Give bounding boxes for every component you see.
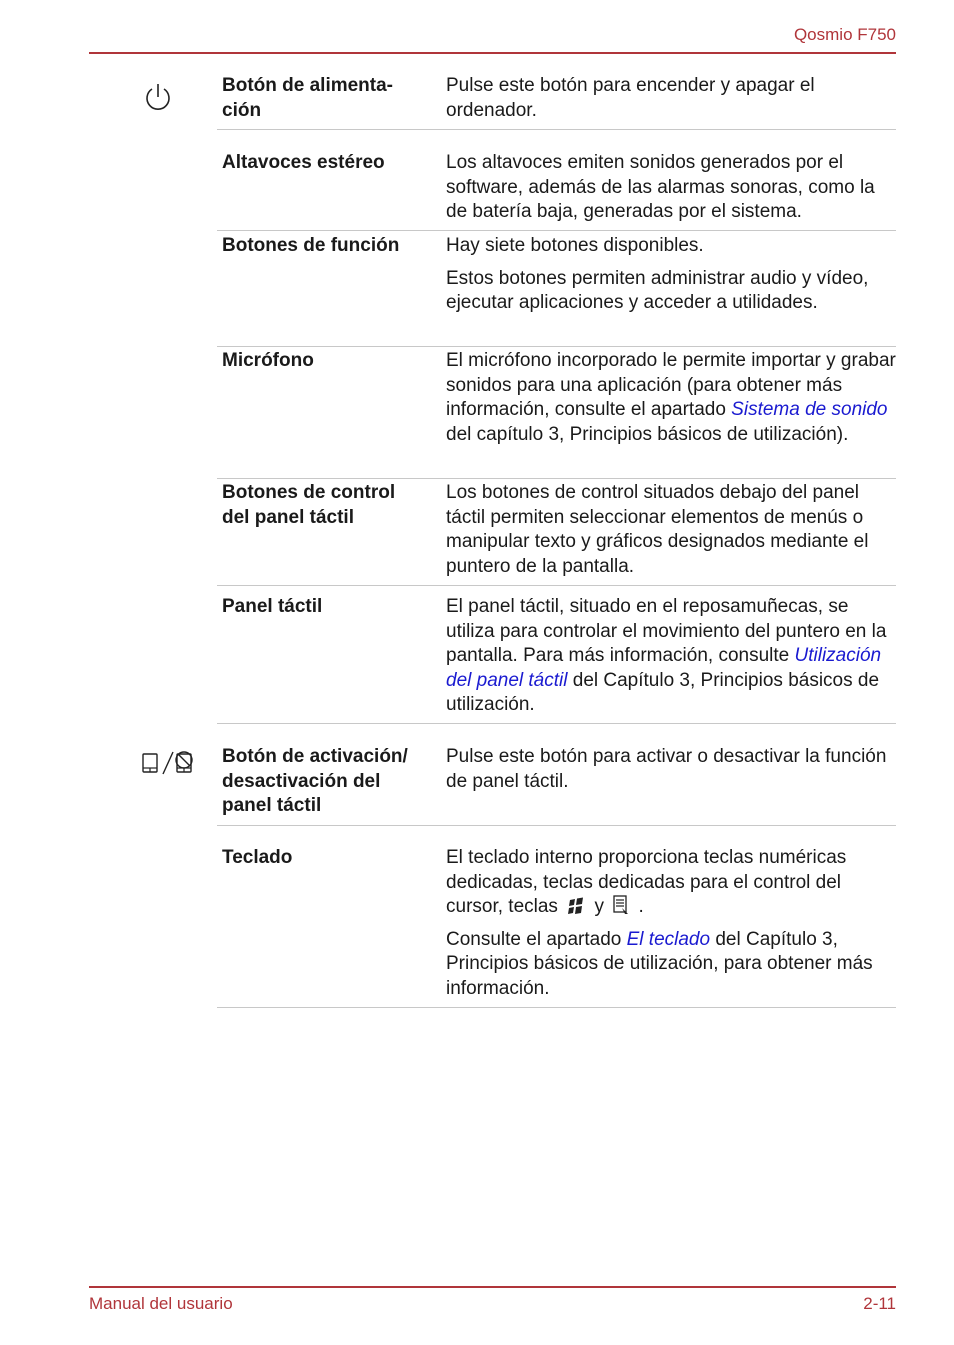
link-sistema-de-sonido[interactable]: Sistema de sonido	[731, 399, 888, 420]
desc-touchpad-control-buttons: Los botones de control situados debajo del panel táctil permiten seleccionar elementos de menús o manipular texto y gráficos designados mediante el puntero de la pantalla.	[446, 482, 869, 577]
page-number: 2-11	[863, 1294, 896, 1313]
header-rule	[89, 52, 896, 54]
desc-stereo-speakers: Los altavoces emiten sonidos generados por el software, además de las alarmas sonoras, como la de batería baja, generadas por el sistema.	[446, 152, 875, 222]
link-utilizacion-panel-tactil[interactable]: Utilización del panel táctil	[446, 645, 882, 691]
power-icon	[143, 82, 173, 112]
term-keyboard: Teclado	[222, 847, 293, 868]
term-stereo-speakers: Altavoces estéreo	[222, 152, 385, 173]
term-microphone: Micrófono	[222, 350, 314, 371]
desc-microphone: El micrófono incorporado le permite importar y grabar sonidos para una aplicación (para obtener más información, consulte el apartado Sistema de sonido del capítulo 3, Principios básicos de utilización).	[446, 350, 896, 445]
desc-function-buttons: Hay siete botones disponibles. Estos botones permiten administrar audio y vídeo, ejecutar aplicaciones y acceder a utilidades.	[446, 235, 869, 313]
row-divider	[217, 1007, 896, 1008]
row-divider	[217, 825, 896, 826]
windows-key-icon	[566, 897, 586, 915]
term-power-button: Botón de alimenta- ción	[222, 75, 394, 121]
link-el-teclado[interactable]: El teclado	[626, 928, 711, 950]
term-function-buttons: Botones de función	[222, 235, 400, 256]
term-touchpad: Panel táctil	[222, 596, 323, 617]
row-divider	[217, 723, 896, 724]
running-header-title: Qosmio F750	[793, 25, 896, 44]
row-divider	[217, 478, 896, 479]
term-touchpad-control-buttons: Botones de control del panel táctil	[222, 482, 396, 528]
touchpad-toggle-icon	[141, 748, 199, 780]
term-touchpad-toggle-button: Botón de activación/ desactivación del panel táctil	[222, 746, 408, 816]
row-divider	[217, 129, 896, 130]
row-divider	[217, 230, 896, 231]
footer-manual-title: Manual del usuario	[89, 1294, 233, 1313]
footer-rule	[89, 1286, 896, 1288]
row-divider	[217, 346, 896, 347]
desc-touchpad-toggle-button: Pulse este botón para activar o desactivar la función de panel táctil.	[446, 746, 887, 792]
row-divider	[217, 585, 896, 586]
desc-power-button: Pulse este botón para encender y apagar el ordenador.	[446, 75, 815, 121]
desc-touchpad: El panel táctil, situado en el reposamuñecas, se utiliza para controlar el movimiento del puntero en la pantalla. Para más información, consulte Utilización del panel táctil del Capítulo 3, Principios básicos de utilización.	[446, 596, 887, 715]
desc-keyboard: El teclado interno proporciona teclas numéricas dedicadas, teclas dedicadas para el control del cursor, teclas y . Consulte el apartado El teclado del Capítulo 3, Principios básicos de utilización, para obtener más información.	[446, 847, 873, 999]
application-key-icon	[612, 895, 630, 915]
